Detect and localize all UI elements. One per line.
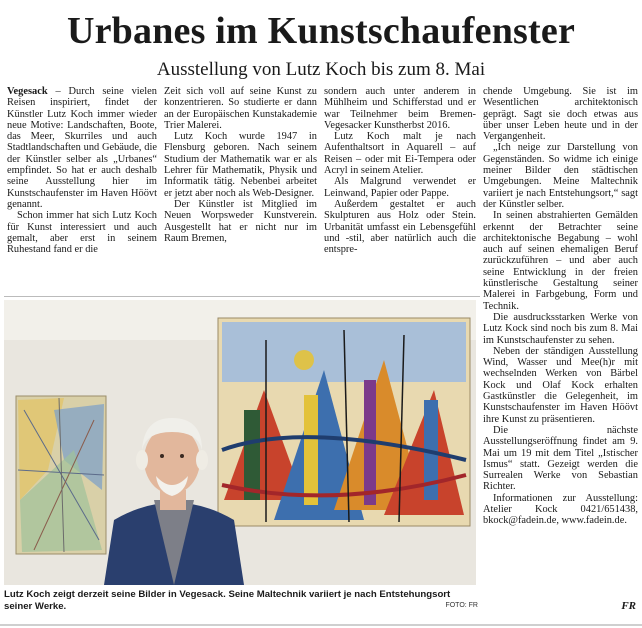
paragraph-text: – Durch seine vielen Reisen inspiriert, findet der Künstler Lutz Koch immer wieder neue Motive: Landschaften, Boote, das Meer, Skurriles und auch Stadtlandschaften und Gebäude, die der Künstler selber als „Urbanes“ empfindet. So hat er auch deshalb seine Ausstellung hier im Kunstschaufenster im Haven Höövt genannt.: [7, 86, 157, 210]
paragraph: Die ausdrucksstarken Werke von Lutz Kock sind noch bis zum 8. Mai im Kunstschaufenster zu sehen.: [483, 311, 638, 346]
paragraph: In seinen abstrahierten Gemälden erkennt der Betrachter seine architektonische Begabung – wohl auch auf seinen ehemaligen Beruf zurückzuführen – und aber auch seine Entwicklung in der freien künstlerische Gestaltung seiner Malerei in Farbgebung, Form und Technik.: [483, 210, 638, 312]
author-signature: FR: [621, 600, 636, 612]
paragraph: Die nächste Ausstellungseröffnung findet am 9. Mai um 19 mit dem Titel „Istischer Ismus“ statt. Gezeigt werden die Surrealen Werke von Sebastian Richter.: [483, 424, 638, 493]
paragraph: Der Künstler ist Mitglied im Neuen Worpsweder Kunstverein. Ausgestellt hat er nicht nur im Raum Bremen,: [164, 198, 317, 244]
paragraph: Zeit sich voll auf seine Kunst zu konzentrieren. So studierte er dann an der Europäischen Kunstakademie Trier Malerei.: [164, 86, 317, 131]
paragraph: „Ich neige zur Darstellung von Gegenständen. So widme ich einige meiner Bilder den städtischen Umgebungen. Meine Maltechnik variiert je nach Entstehungsort,“ sagt der Künstler selber.: [483, 142, 638, 210]
paragraph: Lutz Koch wurde 1947 in Flensburg geboren. Nach seinem Studium der Mathematik war er als Lehrer für Mathematik, Physik und Informatik tätig. Nebenbei arbeitet er jetzt aber noch als Web-Designer.: [164, 131, 317, 199]
paragraph: Als Malgrund verwendet er Leinwand, Papier oder Pappe.: [324, 176, 476, 199]
paragraph: Außerdem gestaltet er auch Skulpturen aus Holz oder Stein. Urbanität umfasst ein Lebensgefühl und -stil, aber natürlich auch die entspre-: [324, 198, 476, 256]
article-column-3: [324, 86, 476, 294]
article-photo: [4, 300, 476, 585]
paragraph: Neben der ständigen Ausstellung Wind, Wasser und Mee(h)r mit wechselnden Werken von Bärbel Kock und Olaf Kock erhalten Gastkünstler die Gelegenheit, im Kunstschaufenster im Haven Höövt ihre Kunst zu präsentieren.: [483, 345, 638, 425]
paragraph: Informationen zur Ausstellung: Atelier Kock 0421/651438, bkock@fadein.de, www.fadein.de.: [483, 492, 638, 527]
article-column-1: [7, 86, 157, 294]
paragraph: Lutz Koch malt je nach Aufenthaltsort in Aquarell – auf Reisen – oder mit Ei-Tempera oder Acryl in seinem Atelier.: [324, 131, 476, 177]
photo-illustration: [4, 300, 476, 585]
article-column-2: [164, 86, 317, 294]
page-bottom-rule: [0, 624, 642, 626]
photo-caption: Lutz Koch zeigt derzeit seine Bilder in Vegesack. Seine Maltechnik variiert je nach Entstehungsort seiner Werke.: [4, 589, 451, 612]
photo-credit: FOTO: FR: [445, 602, 478, 609]
article-column-4: [483, 86, 638, 626]
paragraph: [7, 86, 157, 210]
headline: Urbanes im Kunstschaufenster: [66, 10, 576, 52]
photo-divider: [4, 296, 480, 297]
dateline: Vegesack: [7, 86, 48, 97]
paragraph: Schon immer hat sich Lutz Koch für Kunst interessiert und auch gemalt, aber erst in seinem Ruhestand fand er die: [7, 210, 157, 256]
paragraph: sondern auch unter anderem in Mühlheim und Schifferstad und er war Teilnehmer beim Bremen-Vegesacker Kunstherbst 2016.: [324, 86, 476, 131]
small-painting: [16, 396, 106, 554]
large-painting: [218, 318, 470, 526]
subheadline: Ausstellung von Lutz Koch bis zum 8. Mai: [156, 59, 486, 80]
paragraph: chende Umgebung. Sie ist im Wesentlichen architektonisch geprägt. Sagt sie doch etwas aus über unser Leben heute und in der Vergangenheit.: [483, 86, 638, 143]
